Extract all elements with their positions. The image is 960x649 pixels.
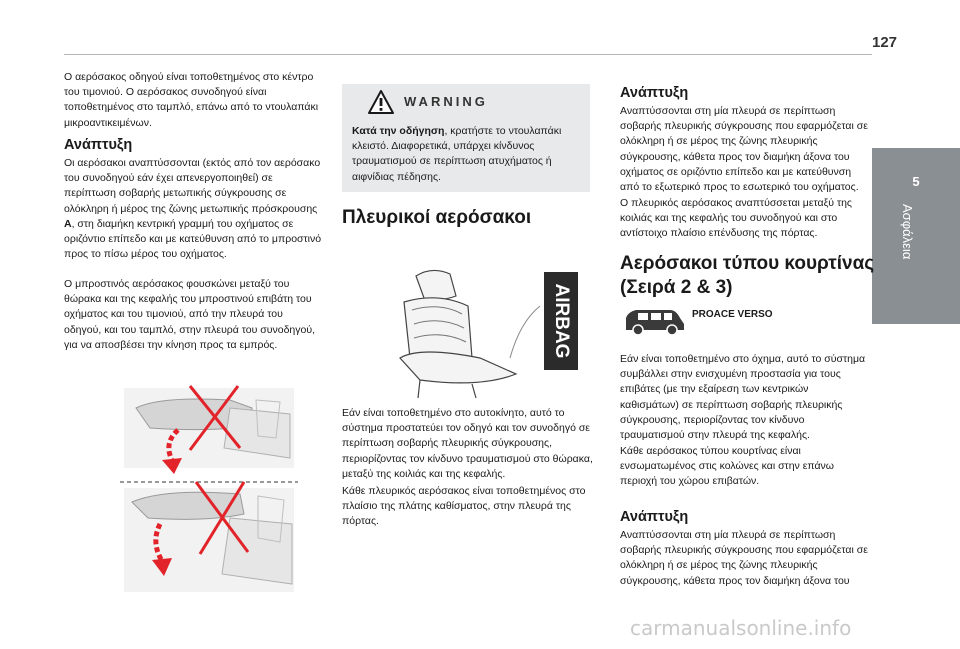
curtain-deployment-paragraph: Αναπτύσσονται στη μία πλευρά σε περίπτωση σοβαρής πλευρικής σύγκρουσης που εφαρμόζεται σε ολόκληρη ή σε μέρος της ζώνης πλευρικής σύγκρουσης, κάθετα προς τον διαμήκη άξονα του (620, 529, 868, 587)
page-number: 127 (872, 34, 898, 51)
side-airbags-paragraph: Εάν είναι τοποθετημένο στο αυτοκίνητο, αυτό το σύστημα προστατεύει τον οδηγό και τον συνοδηγό σε περίπτωση σοβαρής πλευρικής σύγκρουσης, περιορίζοντας τον κίνδυνο τραυματισμού στο θώρακα, μεταξύ της κοιλιάς και της κεφαλής. (342, 407, 593, 480)
airbag-label: AIRBAG (550, 283, 572, 359)
curtain-airbags-location-paragraph: Κάθε αερόσακος τύπου κουρτίνας είναι ενσωματωμένος στις κολώνες και στην επάνω περιοχή του χώρου επιβατών. (620, 445, 834, 488)
deployment-paragraph: Οι αερόσακοι αναπτύσσονται (εκτός από τον αερόσακο του συνοδηγού εάν έχει απενεργοποιηθεί) σε περίπτωση σοβαρής μετωπικής σύγκρουσης σε ολόκληρη ή μέρος της ζώνης μετωπικής πρόσκρουσης A, στη διαμήκη κεντρική γραμμή του οχήματος σε οριζόντιο επίπεδο και με κατεύθυνση από το μπροστινό προς το πίσω μέρος του οχήματος. (64, 157, 322, 261)
intro-paragraph: Ο αερόσακος οδηγού είναι τοποθετημένος στο κέντρο του τιμονιού. Ο αερόσακος συνοδηγού είναι τοποθετημένος στο ταμπλό, επάνω από το ντουλαπάκι μικροαντικειμένων. (64, 71, 319, 129)
curtain-airbags-paragraph: Εάν είναι τοποθετημένο στο όχημα, αυτό το σύστημα συμβάλλει στην ενισχυμένη προστασία για τους επιβάτες (με την εξαίρεση των κεντρικών καθισμάτων) σε περίπτωση σοβαρής πλευρικής σύγκρουσης, περιορίζοντας τον κίνδυνο τραυματισμού στην πλευρά της κεφαλής. (620, 353, 866, 442)
zone-a-label: A (64, 217, 72, 230)
curtain-deployment-heading: Ανάπτυξη (620, 509, 689, 525)
vehicle-label: PROACE VERSO (692, 309, 773, 320)
warning-text: Κατά την οδήγηση, κρατήστε το ντουλαπάκι κλειστό. Διαφορετικά, υπάρχει κίνδυνος τραυματισμού σε περίπτωση ατυχήματος ή αιφνίδιας πέδησης. (352, 125, 562, 183)
side-deployment-paragraph: Αναπτύσσονται στη μία πλευρά σε περίπτωση σοβαρής πλευρικής σύγκρουσης που εφαρμόζεται σε ολόκληρη ή σε μέρος της ζώνης πλευρικής σύγκρουσης, κάθετα προς τον διαμήκη άξονα του οχήματος σε οριζόντιο επίπεδο και με κατεύθυνση από το εξωτερικό προς το εσωτερικό του οχήματος. (620, 105, 868, 194)
warning-title: WARNING (404, 94, 488, 109)
front-airbag-paragraph: Ο μπροστινός αερόσακος φουσκώνει μεταξύ του θώρακα και της κεφαλής του μπροστινού επιβάτη του οχήματος και του τιμονιού, από την πλευρά του οδηγού, και του ταμπλό, στην πλευρά του συνοδηγού, για να αποσβέσει την κίνηση προς τα εμπρός. (64, 278, 316, 351)
van-icon (622, 306, 686, 336)
chapter-label: Ασφάλεια (900, 204, 915, 260)
side-airbags-location-paragraph: Κάθε πλευρικός αερόσακος είναι τοποθετημένος στο πλαίσιο της πλάτης καθίσματος, στην πλευρά της πόρτας. (342, 485, 586, 528)
warning-header (342, 88, 590, 116)
curtain-airbags-heading: Αερόσακοι τύπου κουρτίνας (620, 253, 875, 274)
chapter-tab[interactable] (872, 148, 960, 324)
side-deployment-heading: Ανάπτυξη (620, 85, 689, 101)
side-airbags-heading: Πλευρικοί αερόσακοι (342, 207, 532, 228)
warning-triangle-icon (368, 90, 394, 114)
header-rule (64, 54, 872, 55)
chapter-number: 5 (912, 174, 920, 189)
seat-airbag-illustration (360, 262, 580, 400)
watermark: carmanualsonline.info (630, 616, 852, 640)
deployment-heading: Ανάπτυξη (64, 137, 133, 153)
front-airbags-illustration (120, 378, 298, 596)
warning-box (342, 84, 590, 192)
curtain-airbags-subheading: (Σειρά 2 & 3) (620, 277, 733, 298)
side-deployment-detail-paragraph: Ο πλευρικός αερόσακος αναπτύσσεται μεταξύ της κοιλιάς και της κεφαλής του συνοδηγού και στο αντίστοιχο πλαίσιο επένδυσης της πόρτας. (620, 197, 852, 240)
